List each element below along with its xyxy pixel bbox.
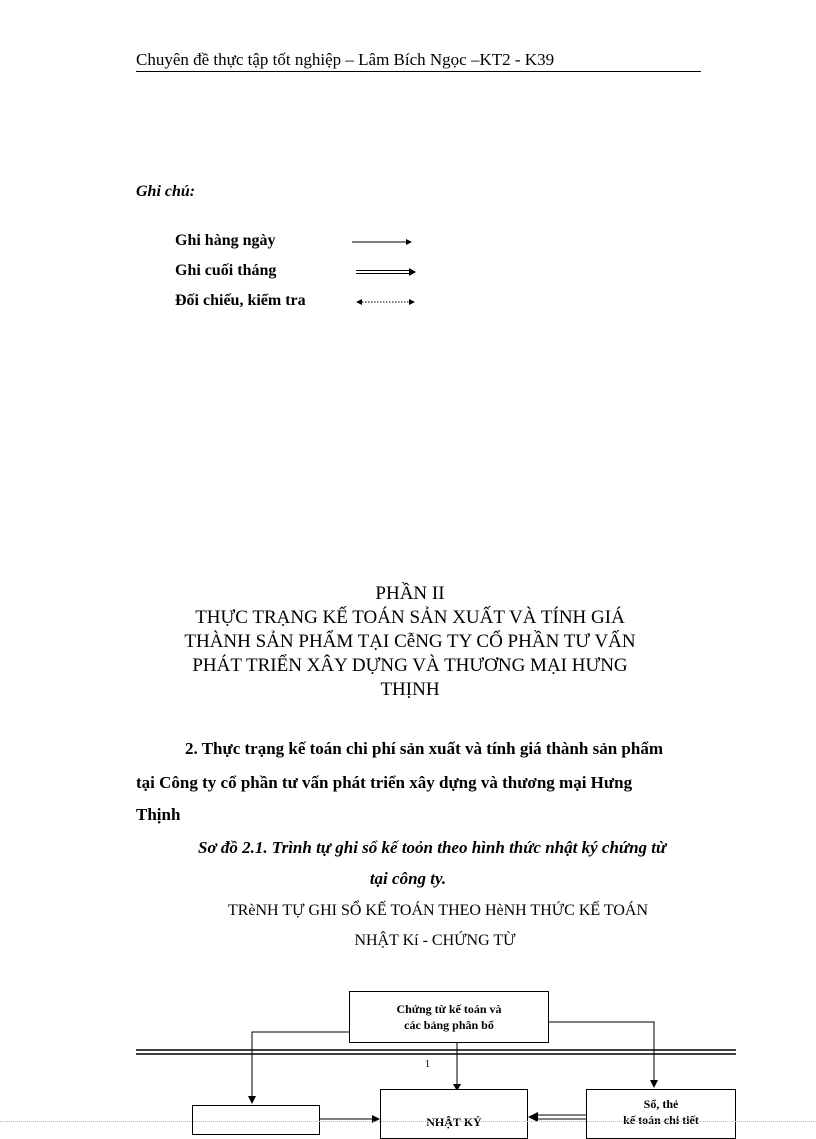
legend-item-monthly: Ghi cuối tháng — [175, 262, 277, 279]
part-title-line: THỊNH — [380, 679, 440, 700]
legend-item-reconcile: Đối chiếu, kiểm tra — [175, 292, 306, 309]
diagram-caption-line: Sơ đồ 2.1. Trình tự ghi sổ kế toỏn theo hình thức nhật ký chứng từ — [198, 838, 667, 857]
box-line: Chứng từ kế toán và — [396, 1002, 502, 1016]
part-number: PHẦN II — [375, 583, 445, 604]
section-heading-line: 2. Thực trạng kế toán chi phí sản xuất và tính giá thành sản phẩm — [185, 739, 663, 758]
box-detail-ledgers — [586, 1089, 736, 1139]
box-left-ledger — [192, 1105, 320, 1135]
diagram-title-line: TRèNH TỰ GHI SỔ KẾ TOÁN THEO HèNH THỨC KẾ TOÁN — [227, 902, 649, 919]
diagram-caption-line: tại công ty. — [369, 869, 447, 888]
running-header: Chuyên đề thực tập tốt nghiệp – Lâm Bích Ngọc –KT2 - K39 — [136, 50, 555, 69]
page-edge-dotted — [0, 1121, 816, 1122]
box-line: kế toán chi tiết — [623, 1113, 699, 1127]
legend-item-daily: Ghi hàng ngày — [175, 232, 276, 249]
box-line: NHẬT KÝ — [426, 1115, 482, 1129]
box-journal — [380, 1089, 528, 1139]
section-heading-line: tại Công ty cổ phần tư vấn phát triển xây dựng và thương mại Hưng — [136, 773, 633, 792]
part-title-line: PHÁT TRIỂN XÂY DỰNG VÀ THƯƠNG MẠI HƯNG — [192, 655, 628, 676]
legend-title: Ghi chú: — [136, 183, 196, 200]
small-mark: 1 — [425, 1059, 430, 1070]
box-line: Sổ, thẻ — [643, 1097, 679, 1111]
box-accounting-vouchers — [349, 991, 549, 1043]
diagram-title-line: NHẬT Kí - CHỨNG TỪ — [354, 932, 516, 949]
part-title-line: THÀNH SẢN PHẨM TẠI CễNG TY CỔ PHẦN TƯ VẤN — [184, 631, 636, 652]
section-heading-line: Thịnh — [136, 805, 181, 824]
box-line: các bảng phân bổ — [404, 1018, 494, 1032]
part-title-line: THỰC TRẠNG KẾ TOÁN SẢN XUẤT VÀ TÍNH GIÁ — [195, 607, 625, 628]
